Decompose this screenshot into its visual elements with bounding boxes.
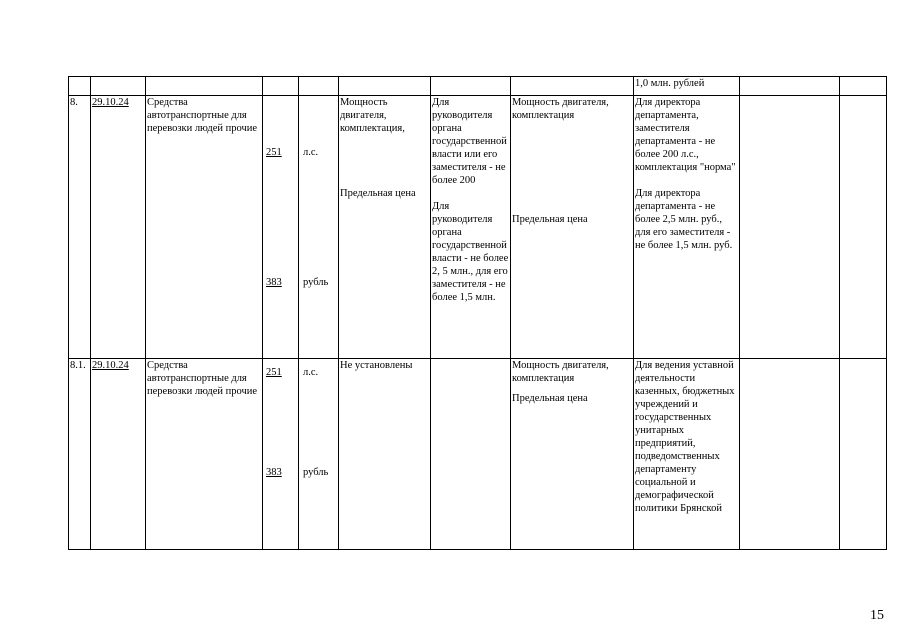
value-power: Для руководителя органа государственной власти или его заместителя - не более 200: [432, 97, 507, 186]
unit-hp: л.с.: [303, 367, 319, 378]
row-characteristic: [339, 96, 431, 359]
date-link: 29.10.24: [92, 97, 129, 108]
char-price: Предельная цена: [340, 188, 416, 199]
row-value-b: [634, 96, 740, 359]
row-value: [431, 96, 511, 359]
char-power: Мощность двигателя, комплектация,: [340, 97, 405, 134]
char-b-price: Предельная цена: [512, 393, 588, 404]
row-extra2: [840, 96, 887, 359]
date-link: 29.10.24: [92, 360, 129, 371]
cell-value-b: 1,0 млн. рублей: [634, 77, 740, 96]
cell-code: [263, 77, 299, 96]
unit-ruble: рубль: [303, 467, 329, 478]
cell-unit: [299, 77, 339, 96]
unit-ruble: рубль: [303, 277, 329, 288]
char-b-price: Предельная цена: [512, 214, 588, 225]
code-251: 251: [266, 147, 282, 158]
row-extra2: [840, 359, 887, 550]
row-number: 8.1.: [69, 359, 91, 550]
row-value-b: Для ведения уставной деятельности казенных, бюджетных учреждений и государственных унитарных предприятий, подведомственных департаменту социальной и демографической политики Брянской: [634, 359, 740, 550]
row-value: [431, 359, 511, 550]
row-extra: [740, 96, 840, 359]
char-b-power: Мощность двигателя, комплектация: [512, 97, 609, 121]
cell-characteristic-b: [511, 77, 634, 96]
table-row: [69, 77, 887, 96]
code-383: 383: [266, 467, 282, 478]
row-name: Средства автотранспортные для перевозки людей прочие: [146, 96, 263, 359]
row-characteristic-b: [511, 359, 634, 550]
page-number: 15: [870, 608, 884, 623]
row-extra: [740, 359, 840, 550]
value-b-power: Для директора департамента, заместителя департамента - не более 200 л.с., комплектация "норма": [635, 97, 736, 173]
table-row: [69, 96, 887, 359]
row-unit: [299, 96, 339, 359]
document-table: [68, 76, 887, 550]
value-b-price: Для директора департамента - не более 2,5 млн. руб., для его заместителя - не более 1,5 млн. руб.: [635, 188, 733, 251]
code-383: 383: [266, 277, 282, 288]
row-code: [263, 359, 299, 550]
cell-num: [69, 77, 91, 96]
cell-name: [146, 77, 263, 96]
code-251: 251: [266, 367, 282, 378]
row-number: 8.: [69, 96, 91, 359]
row-name: Средства автотранспортные для перевозки людей прочие: [146, 359, 263, 550]
table-row: [69, 359, 887, 550]
row-unit: [299, 359, 339, 550]
cell-extra2: [840, 77, 887, 96]
row-characteristic-b: [511, 96, 634, 359]
value-price: Для руководителя органа государственной власти - не более 2, 5 млн., для его заместителя - не более 1,5 млн.: [432, 201, 509, 303]
cell-extra: [740, 77, 840, 96]
row-characteristic: Не установлены: [339, 359, 431, 550]
cell-date: [91, 77, 146, 96]
cell-value: [431, 77, 511, 96]
unit-hp: л.с.: [303, 147, 319, 158]
cell-characteristic: [339, 77, 431, 96]
row-date: [91, 359, 146, 550]
char-b-power: Мощность двигателя, комплектация: [512, 360, 609, 384]
row-date: [91, 96, 146, 359]
row-code: [263, 96, 299, 359]
